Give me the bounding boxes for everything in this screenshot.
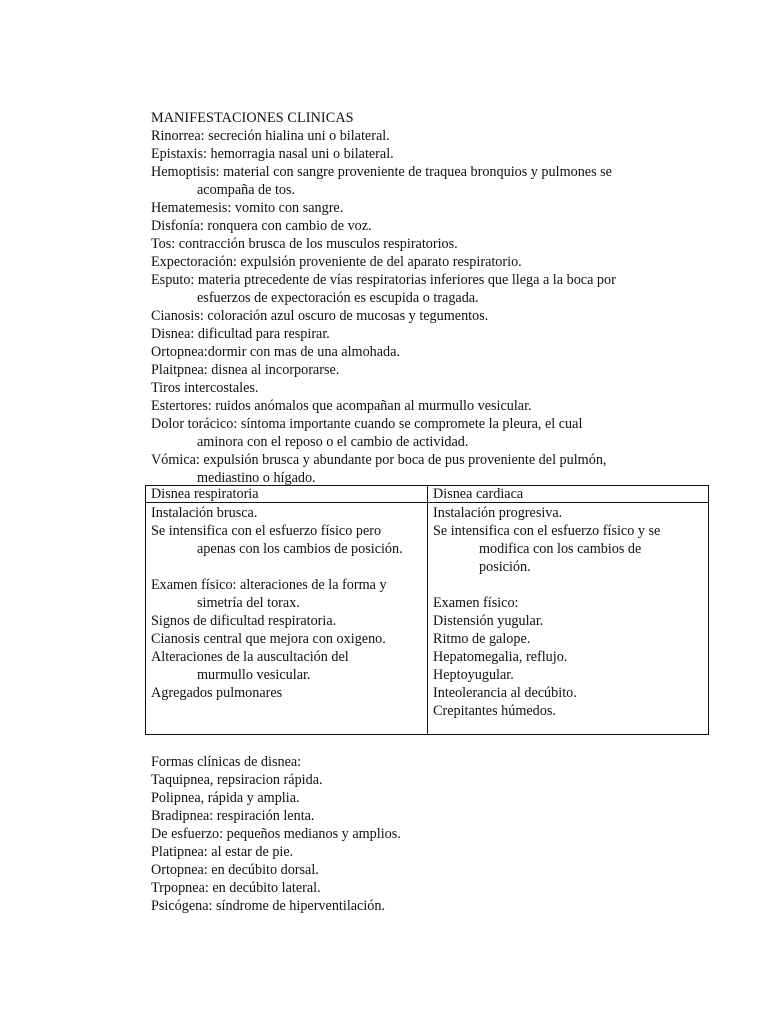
definition-item [151,343,711,361]
definition-item [151,325,711,343]
definition-item-line: Hematemesis: vomito con sangre. [151,200,344,216]
definition-item-line: Tos: contracción brusca de los musculos respiratorios. [151,236,458,252]
respiratory-item-line: simetría del torax. [197,595,300,611]
definition-item-line: Plaitpnea: disnea al incorporarse. [151,362,340,378]
cardiac-item-line: Hepatomegalia, reflujo. [433,649,568,665]
definition-item-line: Hemoptisis: material con sangre proveniente de traquea bronquios y pulmones se [151,164,612,180]
clinical-form-item: Bradipnea: respiración lenta. [151,808,315,824]
definition-item [151,163,711,199]
definition-item-line: aminora con el reposo o el cambio de actividad. [197,434,469,450]
cardiac-item [433,702,705,720]
clinical-form-item: Ortopnea: en decúbito dorsal. [151,862,319,878]
table-cell-cardiac [433,504,705,720]
clinical-form-item: De esfuerzo: pequeños medianos y amplios. [151,826,401,842]
clinical-form-item: Polipnea, rápida y amplia. [151,790,300,806]
cardiac-item-line: Instalación progresiva. [433,505,563,521]
definition-item-line: Rinorrea: secreción hialina uni o bilateral. [151,128,390,144]
cardiac-item [433,594,705,612]
table-header-cardiac: Disnea cardiaca [433,486,524,502]
cardiac-item [433,522,705,576]
definition-item [151,253,711,271]
definition-item-line: Tiros intercostales. [151,380,259,396]
definition-item [151,397,711,415]
definition-item-line: mediastino o hígado. [197,470,316,486]
clinical-form-item: Taquipnea, repsiracion rápida. [151,772,323,788]
definition-item-line: Esputo: materia ptrecedente de vías respiratorias inferiores que llega a la boca por [151,272,616,288]
definition-item-line: acompaña de tos. [197,182,296,198]
respiratory-item-line: Agregados pulmonares [151,685,283,701]
clinical-forms-title: Formas clínicas de disnea: [151,754,302,770]
definition-item [151,415,711,451]
table-header-respiratory: Disnea respiratoria [151,486,259,502]
cardiac-item-line: Crepitantes húmedos. [433,703,556,719]
definitions-section [151,109,711,487]
respiratory-item [151,576,423,612]
cardiac-item-line: Inteolerancia al decúbito. [433,685,577,701]
respiratory-item-line: apenas con los cambios de posición. [197,541,403,557]
cardiac-item-line: Heptoyugular. [433,667,514,683]
definition-item [151,451,711,487]
respiratory-item [151,504,423,522]
cardiac-item-line [433,576,705,594]
definition-item-line: Vómica: expulsión brusca y abundante por boca de pus proveniente del pulmón, [151,452,607,468]
clinical-form-item: Trpopnea: en decúbito lateral. [151,880,321,896]
clinical-form-item: Platipnea: al estar de pie. [151,844,294,860]
definition-item [151,199,711,217]
cardiac-item-line: Examen físico: [433,595,519,611]
definitions-list [151,127,711,487]
respiratory-item-line: Cianosis central que mejora con oxigeno. [151,631,386,647]
definition-item-line: Expectoración: expulsión proveniente de del aparato respiratorio. [151,254,522,270]
dyspnea-comparison-table [145,485,709,735]
cardiac-item [433,576,705,594]
respiratory-item [151,630,423,648]
cardiac-item [433,630,705,648]
cardiac-item-line: modifica con los cambios de [479,541,642,557]
respiratory-item [151,522,423,558]
table-cell-respiratory [151,504,423,702]
respiratory-item [151,648,423,684]
definition-item-line: Disfonía: ronquera con cambio de voz. [151,218,372,234]
respiratory-item [151,558,423,576]
clinical-form-item: Psicógena: síndrome de hiperventilación. [151,898,386,914]
definition-item [151,361,711,379]
clinical-forms-section [151,753,711,915]
definition-item [151,145,711,163]
cardiac-item [433,648,705,666]
cardiac-item [433,684,705,702]
respiratory-item-line: Alteraciones de la auscultación del [151,649,349,665]
cardiac-item [433,612,705,630]
definition-item-line: Dolor torácico: síntoma importante cuando se compromete la pleura, el cual [151,416,583,432]
respiratory-item-line: Signos de dificultad respiratoria. [151,613,337,629]
respiratory-item-line: murmullo vesicular. [197,667,311,683]
definition-item-line: Disnea: dificultad para respirar. [151,326,330,342]
definition-item-line: esfuerzos de expectoración es escupida o tragada. [197,290,479,306]
definition-item [151,127,711,145]
respiratory-item-line: Instalación brusca. [151,505,258,521]
definition-item [151,271,711,307]
cardiac-item-line: Ritmo de galope. [433,631,531,647]
definition-item-line: Epistaxis: hemorragia nasal uni o bilateral. [151,146,394,162]
table-column-divider [427,486,428,734]
document-title: MANIFESTACIONES CLINICAS [151,110,354,126]
respiratory-item-line [151,558,423,576]
definition-item-line: Cianosis: coloración azul oscuro de mucosas y tegumentos. [151,308,489,324]
respiratory-item-line: Se intensifica con el esfuerzo físico pero [151,523,382,539]
respiratory-item-line: Examen físico: alteraciones de la forma y [151,577,387,593]
respiratory-item [151,612,423,630]
cardiac-item [433,666,705,684]
cardiac-item-line: posición. [479,559,531,575]
definition-item [151,307,711,325]
clinical-forms-list [151,771,711,915]
cardiac-item-line: Se intensifica con el esfuerzo físico y se [433,523,661,539]
respiratory-item [151,684,423,702]
definition-item-line: Ortopnea:dormir con mas de una almohada. [151,344,400,360]
definition-item [151,379,711,397]
definition-item [151,235,711,253]
definition-item-line: Estertores: ruidos anómalos que acompañan al murmullo vesicular. [151,398,532,414]
cardiac-item [433,504,705,522]
definition-item [151,217,711,235]
cardiac-item-line: Distensión yugular. [433,613,544,629]
